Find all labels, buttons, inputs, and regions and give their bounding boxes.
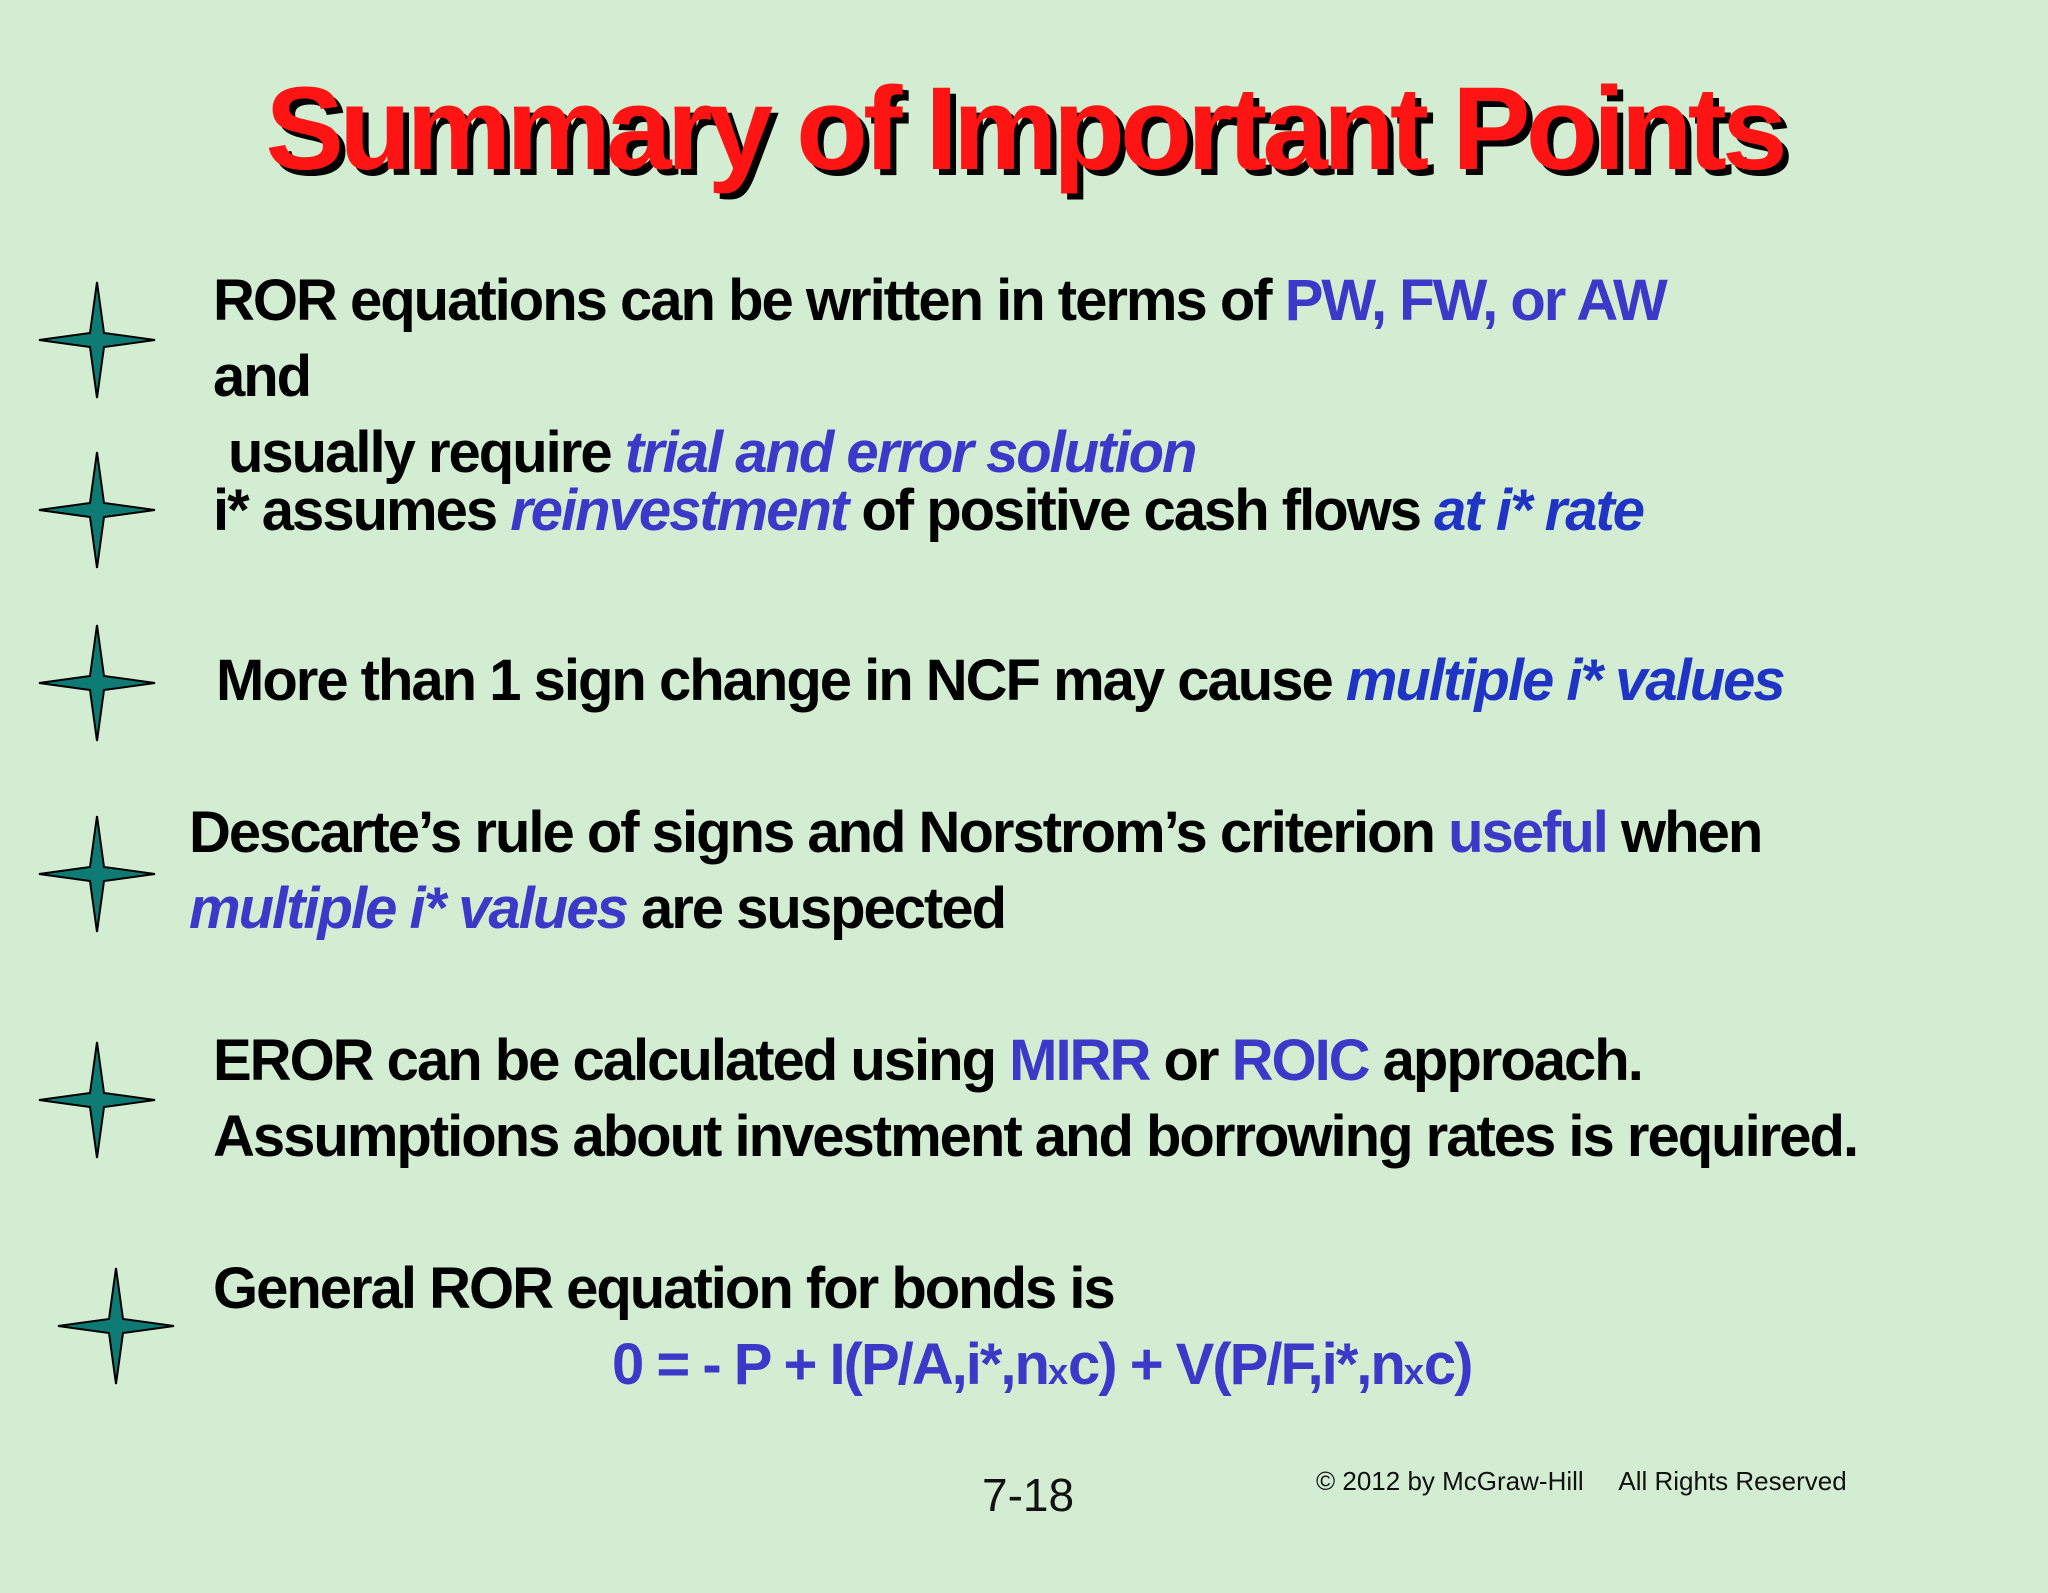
point-4-text-after: when: [1606, 800, 1762, 865]
four-point-star-icon: [35, 448, 159, 572]
slide-title: Summary of Important Points: [265, 63, 1783, 195]
point-2-emphasis-2: at i* rate: [1434, 478, 1644, 543]
point-6-text: General ROR equation for bonds is: [213, 1256, 1114, 1321]
point-2-line-1: [213, 478, 1644, 543]
point-5-highlight-mirr: MIRR: [1009, 1028, 1150, 1093]
point-1-text: ROR equations can be written in terms of: [213, 268, 1285, 333]
point-3-text: More than 1 sign change in NCF may cause: [216, 648, 1346, 713]
equation-subscript-1: x: [1047, 1351, 1069, 1392]
point-5-text-after: approach.: [1368, 1028, 1642, 1093]
bond-ror-equation: [612, 1332, 1472, 1397]
point-4-emphasis: multiple i* values: [189, 876, 627, 941]
equation-part-3: c): [1423, 1332, 1472, 1397]
page-number: 7-18: [982, 1469, 1075, 1521]
point-5-line-2: [213, 1104, 1858, 1169]
point-4-highlight: useful: [1448, 800, 1607, 865]
point-5-text: EROR can be calculated using: [213, 1028, 1010, 1093]
point-4-line-2-text: are suspected: [626, 876, 1006, 941]
point-1-line-3-text: usually require: [228, 420, 625, 485]
point-5-text-mid: or: [1149, 1028, 1232, 1093]
copyright-notice: © 2012 by McGraw-Hill All Rights Reserved: [1316, 1466, 1847, 1496]
point-5-line-2-text: Assumptions about investment and borrowing rates is required.: [213, 1104, 1858, 1169]
point-1-highlight: PW, FW, or AW: [1284, 268, 1666, 333]
point-1-and: and: [213, 344, 311, 409]
point-1-line-3: [228, 420, 1196, 485]
four-point-star-icon: [35, 278, 159, 402]
point-3-line-1: [216, 648, 1784, 713]
point-1-line-1: [213, 268, 1666, 333]
four-point-star-icon: [35, 1038, 159, 1162]
point-5-line-1: [213, 1028, 1642, 1093]
point-2-emphasis: reinvestment: [510, 478, 848, 543]
equation-part-1: 0 = - P + I(P/A,i*,n: [612, 1332, 1048, 1397]
point-4-line-2: [189, 876, 1006, 941]
four-point-star-icon: [35, 812, 159, 936]
four-point-star-icon: [54, 1264, 178, 1388]
point-5-highlight-roic: ROIC: [1231, 1028, 1369, 1093]
point-2-text: i* assumes: [213, 478, 511, 543]
equation-subscript-2: x: [1403, 1351, 1424, 1392]
point-2-text-after: of positive cash flows: [847, 478, 1435, 543]
point-3-emphasis: multiple i* values: [1345, 648, 1784, 713]
point-1-line-2: [213, 344, 311, 409]
equation-part-2: c) + V(P/F,i*,n: [1068, 1332, 1404, 1397]
point-1-emphasis: trial and error solution: [624, 420, 1196, 485]
point-4-text: Descarte’s rule of signs and Norstrom’s criterion: [189, 800, 1449, 865]
four-point-star-icon: [35, 621, 159, 745]
point-6-line-1: [213, 1256, 1114, 1321]
point-4-line-1: [189, 800, 1762, 865]
